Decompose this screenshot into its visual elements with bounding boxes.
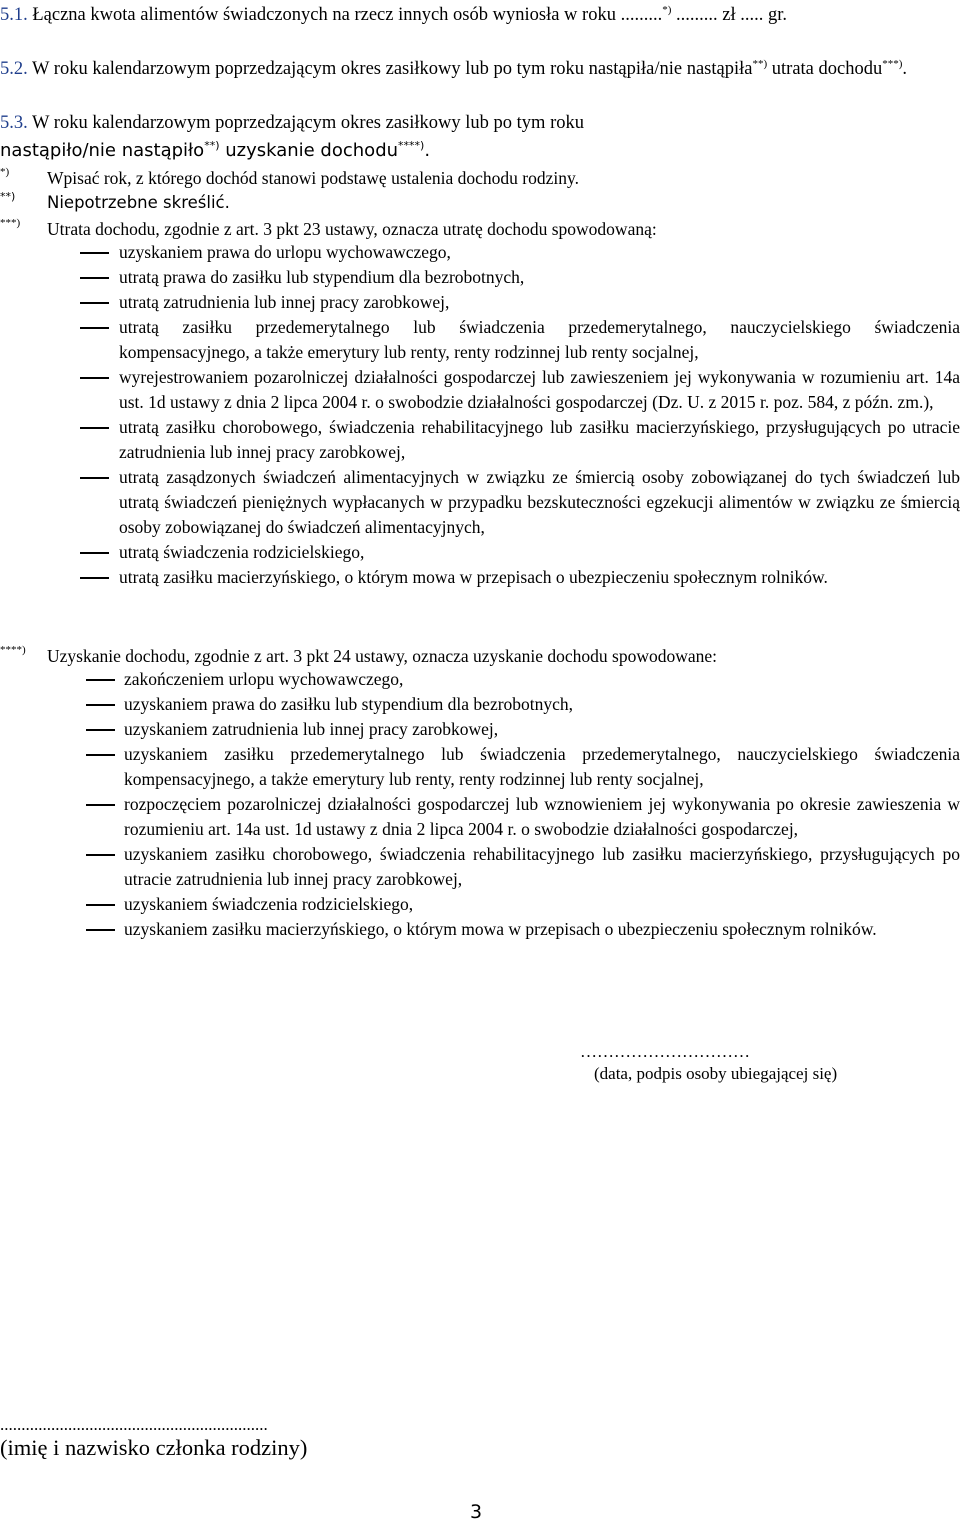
list-item-text: utratą zatrudnienia lub innej pracy zarobkowej, [119,292,450,312]
footnote-mark: *) [0,166,10,178]
list-item-text: utratą zasądzonych świadczeń alimentacyjnych w związku ze śmiercią osoby zobowiązanej do tych świadczeń lub utratą świadczeń pieniężnych wypłacanych w przypadku bezskuteczności egzekucji alimentów w związku ze śmiercią osoby zobowiązanej do świadczeń alimentacyjnych, [119,467,960,537]
dash-bullet [80,577,109,579]
footnote-text: Niepotrzebne skreślić. [47,193,230,212]
list-item [0,792,960,842]
footnote-ref: ***) [882,58,903,70]
section-text: utrata dochodu [767,59,883,79]
list-item [0,692,960,717]
section-number: 5.3. [0,113,28,133]
dash-bullet [86,904,115,906]
list-item-text: wyrejestrowaniem pozarolniczej działalności gospodarczej lub zawieszeniem jej wykonywania w rozumieniu art. 14a ust. 1d ustawy z dnia 2 lipca 2004 r. o swobodzie działalności gospodarczej (Dz. U. z 2015 r. poz. 584, z późn. zm.), [119,367,960,412]
list-item-text: uzyskaniem zasiłku chorobowego, świadczenia rehabilitacyjnego lub zasiłku macierzyńskiego, przysługujących po utracie zatrudnienia lub innej pracy zarobkowej, [124,844,960,889]
list-item-text: uzyskaniem prawa do zasiłku lub stypendium dla bezrobotnych, [124,694,574,714]
footnote-text: Wpisać rok, z którego dochód stanowi podstawę ustalenia dochodu rodziny. [47,168,579,188]
section-5-3-line-1 [0,110,958,137]
list-item [0,290,960,315]
family-member-dots: ............................................................... [0,1415,268,1434]
list-item [0,315,960,365]
dash-bullet [80,252,109,254]
dash-bullet [80,277,109,279]
dash-bullet [86,854,115,856]
signature-dots: ………………………… [580,1042,750,1061]
dash-bullet [80,477,109,479]
list-item-text: uzyskaniem zasiłku przedemerytalnego lub świadczenia przedemerytalnego, nauczycielskiego świadczenia kompensacyjnego, a także emerytury lub renty, renty rodzinnej lub renty socjalnej, [124,744,960,789]
footnote-mark: ***) [0,217,21,229]
list-item [0,240,960,265]
list-item [0,717,960,742]
list-item-text: uzyskaniem świadczenia rodzicielskiego, [124,894,414,914]
list-item [0,742,960,792]
section-tail: ......... zł ..... gr. [671,5,788,25]
footnote-ref: **) [752,58,768,70]
dash-bullet [86,754,115,756]
list-item-text: utratą zasiłku chorobowego, świadczenia rehabilitacyjnego lub zasiłku macierzyńskiego, przysługujących po utracie zatrudnienia lub innej pracy zarobkowej, [119,417,960,462]
section-text: Łączna kwota alimentów świadczonych na rzecz innych osób wyniosła w roku ......... [32,5,663,25]
footnote-ref: *) [662,4,672,16]
dash-bullet [86,704,115,706]
list-item [0,365,960,415]
list-item-text: utratą zasiłku macierzyńskiego, o którym mowa w przepisach o ubezpieczeniu społecznym rolników. [119,567,828,587]
dash-bullet [86,729,115,731]
section-5-2 [0,56,958,83]
list-item [0,892,960,917]
section-text: W roku kalendarzowym poprzedzającym okres zasiłkowy lub po tym roku [32,113,584,133]
list-item-text: uzyskaniem zasiłku macierzyńskiego, o którym mowa w przepisach o ubezpieczeniu społecznym rolników. [124,919,877,939]
list-item-text: utratą prawa do zasiłku lub stypendium dla bezrobotnych, [119,267,525,287]
dash-bullet [86,804,115,806]
section-number: 5.1. [0,5,28,25]
income-gain-list [0,667,960,942]
section-text: nastąpiło/nie nastąpiło [0,140,205,161]
dash-bullet [80,327,109,329]
footnote-text: Utrata dochodu, zgodnie z art. 3 pkt 23 ustawy, oznacza utratę dochodu spowodowaną: [47,219,657,239]
list-item [0,265,960,290]
list-item [0,465,960,540]
section-text: uzyskanie dochodu [219,140,399,161]
list-item [0,917,960,942]
section-tail: . [902,59,908,79]
footnote-mark: **) [0,190,16,203]
dash-bullet [80,377,109,379]
dash-bullet [80,427,109,429]
list-item-text: utratą świadczenia rodzicielskiego, [119,542,365,562]
list-item-text: uzyskaniem prawa do urlopu wychowawczego, [119,242,451,262]
list-item [0,415,960,465]
footnote-ref: ****) [398,139,425,152]
section-number: 5.2. [0,59,28,79]
footnote-mark: ****) [0,644,26,656]
list-item [0,667,960,692]
footnote-text: Uzyskanie dochodu, zgodnie z art. 3 pkt 24 ustawy, oznacza uzyskanie dochodu spowodowane: [47,646,717,666]
list-item [0,842,960,892]
family-member-label: (imię i nazwisko członka rodziny) [0,1435,308,1460]
list-item-text: uzyskaniem zatrudnienia lub innej pracy zarobkowej, [124,719,499,739]
list-item-text: zakończeniem urlopu wychowawczego, [124,669,404,689]
dash-bullet [80,302,109,304]
page-number: 3 [470,1501,483,1523]
dash-bullet [86,929,115,931]
footnote-ref: **) [204,139,220,152]
section-5-3-line-2 [0,137,958,164]
dash-bullet [86,679,115,681]
section-5-1 [0,2,958,29]
section-text: W roku kalendarzowym poprzedzającym okres zasiłkowy lub po tym roku nastąpiła/nie nastąpiła [32,59,753,79]
dash-bullet [80,552,109,554]
section-tail: . [424,140,431,161]
income-loss-list [0,240,960,590]
list-item [0,565,960,590]
list-item-text: utratą zasiłku przedemerytalnego lub świadczenia przedemerytalnego, nauczycielskiego świadczenia kompensacyjnego, a także emerytury lub renty, renty rodzinnej lub renty socjalnej, [119,317,960,362]
list-item-text: rozpoczęciem pozarolniczej działalności gospodarczej lub wznowieniem jej wykonywania po okresie zawieszenia w rozumieniu art. 14a ust. 1d ustawy z dnia 2 lipca 2004 r. o swobodzie działalności gospodarczej, [124,794,960,839]
list-item [0,540,960,565]
signature-caption: (data, podpis osoby ubiegającej się) [594,1064,838,1083]
